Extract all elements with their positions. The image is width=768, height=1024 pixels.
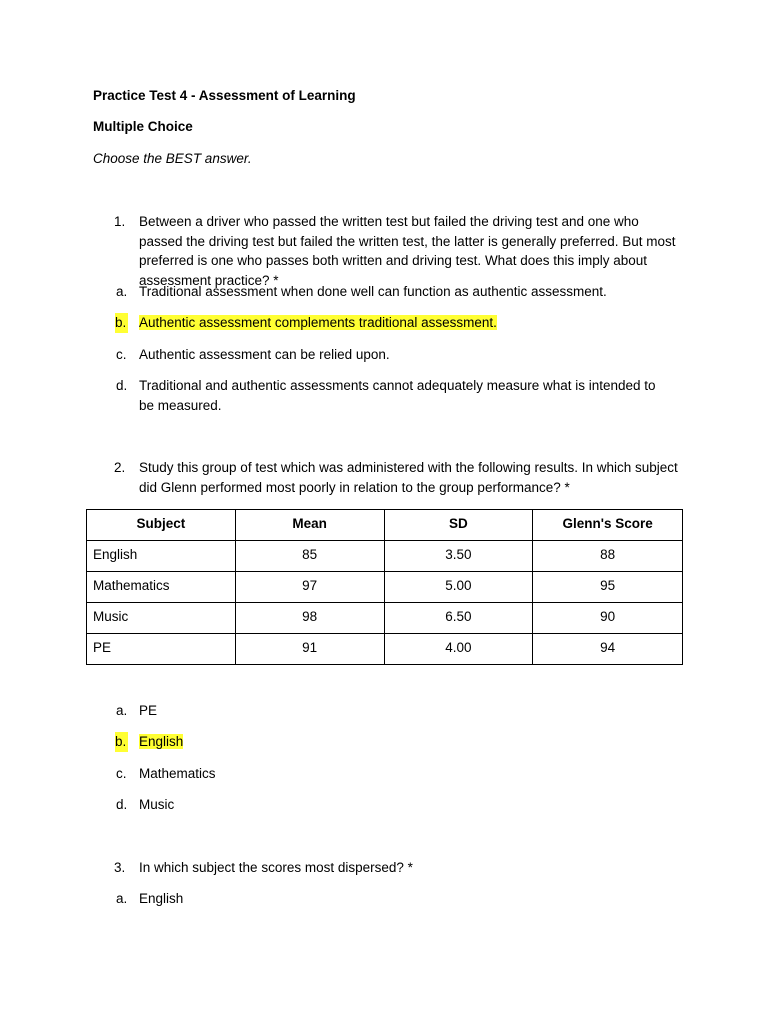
- option-text: English: [139, 891, 184, 906]
- option-text: Traditional and authentic assessments cannot adequately measure what is intended to be measured.: [139, 378, 656, 413]
- option-letter: c.: [116, 347, 127, 362]
- table-row: [87, 572, 683, 603]
- section-heading: Multiple Choice: [93, 119, 193, 134]
- question-text: Study this group of test which was administered with the following results. In which subject did Glenn performed most poorly in relation to the group performance? *: [139, 460, 678, 495]
- option-text: Music: [139, 797, 175, 812]
- table-row: [87, 541, 683, 572]
- option-text: Traditional assessment when done well can function as authentic assessment.: [139, 284, 607, 299]
- question-text: Between a driver who passed the written test but failed the driving test and one who passed the driving test but failed the written test, the latter is generally preferred. But most preferred is one who passes both written and driving test. What does this imply about assessment practice? *: [139, 214, 676, 288]
- cell-mean: 98: [235, 603, 384, 634]
- cell-subject: PE: [87, 634, 236, 665]
- option-letter-highlighted: b.: [115, 313, 128, 333]
- cell-sd: 6.50: [384, 603, 533, 634]
- option-text: Authentic assessment can be relied upon.: [139, 347, 390, 362]
- option-letter: d.: [116, 378, 128, 393]
- cell-score: 90: [533, 603, 683, 634]
- correct-answer-option: [139, 732, 684, 752]
- correct-answer-option: [139, 313, 684, 333]
- scores-table: [86, 509, 683, 665]
- cell-score: 95: [533, 572, 683, 603]
- header-mean: Mean: [235, 510, 384, 541]
- option-letter: a.: [116, 703, 128, 718]
- cell-mean: 85: [235, 541, 384, 572]
- header-sd: SD: [384, 510, 533, 541]
- cell-subject: English: [87, 541, 236, 572]
- option-letter: a.: [116, 891, 128, 906]
- option-text: PE: [139, 703, 158, 718]
- cell-score: 94: [533, 634, 683, 665]
- table-row: [87, 634, 683, 665]
- question-number: 2.: [114, 460, 126, 475]
- instruction-text: Choose the BEST answer.: [93, 151, 252, 166]
- cell-score: 88: [533, 541, 683, 572]
- question-text: In which subject the scores most dispersed? *: [139, 860, 413, 875]
- header-glenns-score: Glenn's Score: [533, 510, 683, 541]
- cell-mean: 91: [235, 634, 384, 665]
- highlighted-answer: English: [139, 734, 184, 749]
- cell-mean: 97: [235, 572, 384, 603]
- header-subject: Subject: [87, 510, 236, 541]
- question-number: 3.: [114, 860, 126, 875]
- cell-sd: 5.00: [384, 572, 533, 603]
- cell-subject: Mathematics: [87, 572, 236, 603]
- document-title: Practice Test 4 - Assessment of Learning: [93, 88, 356, 103]
- cell-subject: Music: [87, 603, 236, 634]
- option-letter-highlighted: b.: [115, 732, 128, 752]
- option-letter: d.: [116, 797, 128, 812]
- option-text: Mathematics: [139, 766, 216, 781]
- cell-sd: 4.00: [384, 634, 533, 665]
- cell-sd: 3.50: [384, 541, 533, 572]
- highlighted-answer: Authentic assessment complements traditional assessment.: [139, 315, 497, 330]
- option-letter: c.: [116, 766, 127, 781]
- question-number: 1.: [114, 214, 126, 229]
- option-letter: a.: [116, 284, 128, 299]
- table-row: [87, 603, 683, 634]
- table-header-row: [87, 510, 683, 541]
